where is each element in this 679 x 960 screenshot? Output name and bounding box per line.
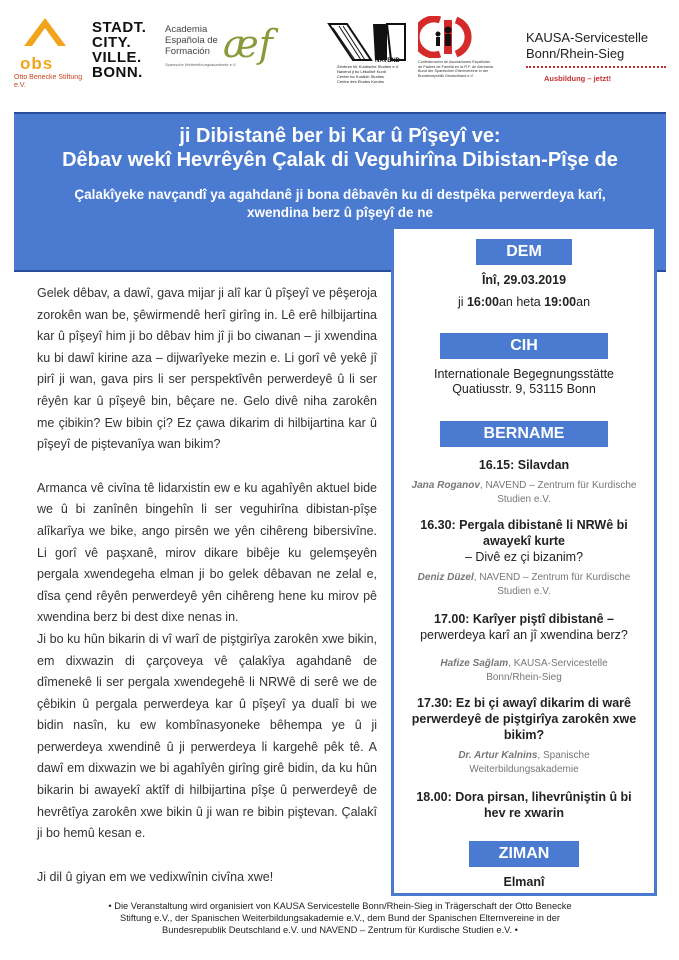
event-language: Elmanî [503,875,545,889]
language-header: ZIMAN [469,841,579,867]
item-subtitle: – Divê ez çi bizanim? [464,550,584,564]
paragraph: Ji bo ku hûn bikarin di vî warî de piştgirîya zarokên xwe bikin, em dixwazin di çarçoveya vê çalakîya agahdanê de dîmenekê li ser pergala xwendegehê li NRWê di serê we de çêbikin û pergala perwerdeya kar û pîşeyî ya dualî bi we bidin nasîn, ku ew kombînasyoneke bêhempa ye û ji perwerdeya xwendinê û ji perwerdeya li kargehê pêk tê. A dawî em dixwazin we bi agahîyên girîng girê bidin, da ku hûn bikarin bi awayekî aktîf di hilbijartina pîşe û perwerdeyê de hevrêtîya zarokên xwe bikin û ji wan re bibin piştevan. Çalakî ji bo hemû kesan e. [37,631,377,841]
item-title: : Pergala dibistanê li NRWê bi [451,518,628,532]
aef-line: Española de [165,35,218,46]
program-item-title [394,611,654,643]
speaker-org: Bonn/Rhein-Sieg [486,672,562,683]
obs-logo-text: obs [20,54,54,73]
page-subtitle [14,186,666,222]
logo-row [0,0,679,108]
time-start: 16:00 [466,295,499,309]
kausa-logo [526,30,676,83]
ced-sub-line: Confederación de Asociaciones Españolas [418,60,490,64]
closing-invitation: Ji dil û giyan em we vedixwînin civîna xwe! [37,869,274,884]
kausa-region: Bonn/Rhein-Sieg [526,46,625,61]
paragraph: Armanca vê civîna tê lidarxistin ew e ku agahîyên aktuel bide we û bi zanînên bingehîn li ser veguhirîna dibistan-pîşe alîkarîya we bike, ango pirsên we yên cihêreng bibersivîne. Li gorî vê paşxanê, mirov dikare bibêje ku gelemşeyên pergala xwendegeha elman ji bo gelek dêbavan ne zelal e, dîsa çend rêyên perwerdeyê yên cihêreng hene ku mirov pê xwendina berz bi dest dixe nenas in. [37,480,377,625]
footer-line: Bundesrepublik Deutschland e.V. und NAVEND – Zentrum für Kurdische Studien e.V. • [162,925,518,935]
program-item-speaker [394,749,654,777]
program-item-title [394,789,654,821]
navend-mark-icon [325,18,411,66]
navend-sub-line: Center for Kurdish Studies [337,74,384,79]
page-title [14,124,666,172]
speaker-org: , KAUSA-Servicestelle [508,658,608,669]
program-item-title [394,517,654,565]
place-header: CIH [440,333,608,359]
item-time: 17.00 [434,612,466,626]
body-text [37,283,377,888]
subtitle-line-2: xwendina berz û pîşeyî de ne [246,205,434,220]
navend-sub-line: Zentrum für Kurdische Studien e.V. [337,64,400,69]
time-middle: an heta [498,295,545,309]
venue-name: Internationale Begegnungsstätte [434,367,614,381]
aef-subtitle: Spanische Weiterbildungsakademie e.V. [165,62,237,67]
program-header: BERNAME [440,421,608,447]
obs-logo [14,16,83,89]
program-item-speaker [394,657,654,685]
stadt-line: STADT. [92,19,147,36]
item-time: 16.30 [420,518,452,532]
speaker-org: , NAVEND – Zentrum für Kurdische [473,572,631,583]
item-title: : Karîyer piştî dibistanê – [465,612,614,626]
title-line-2: Dêbav wekî Hevrêyên Çalak di Veguhirîna Dibistan-Pîşe de [62,149,618,171]
aef-line: Academia [165,24,208,35]
ced-mark-icon [418,16,478,58]
speaker-org: Studien e.V. [497,586,551,597]
aef-mark: æf [223,22,273,66]
kausa-name: KAUSA-Servicestelle [526,30,649,45]
subtitle-line-1: Çalakîyeke navçandî ya agahdanê ji bona dêbavên ku di destpêka perwerdeya karî, [74,187,606,202]
ville-line: VILLE. [92,49,142,66]
obs-logo-subtitle: Otto Benecke Stiftung e.V. [14,74,83,89]
ced-subtitle [418,60,518,78]
venue-address: Quatiusstr. 9, 53115 Bonn [452,382,596,396]
navend-subtitle [337,64,417,84]
ced-sub-line: Bundesrepublik Deutschland e.V. [418,73,474,78]
paragraph: Gelek dêbav, a dawî, gava mijar ji alî kar û pîşeyî ve pêşeroja zorokên wan be, şêwirmendê herî girîng in. Lê erê hilbijartina kar û pîşeyî him ji bo dêbav him jî ji bo ciwanan – ji xwendina ku bi dawî kirine aza – dijwarîyeke mezin e. Li gorî vê yekê jî pirî ji wan, gava pirs li ser perspektîvên perwerdeyê û li ser rêyên kar û pîşeyê bin, bêçare ne. Gelo divê niha zarokên me çibikin? Ew bibin çi? Ez çawa dikarim di hilbijartina kar û pîşeyî de piştevanîya wan bikim? [37,286,377,452]
kausa-dotted-line [526,66,666,68]
footer-line: Stiftung e.V., der Spanischen Weiterbildungsakademie e.V., dem Bund der Spanischen Elternvereine in der [120,913,560,923]
speaker-name: Deniz Düzel [417,572,474,583]
kausa-tagline: Ausbildung – jetzt! [544,74,612,83]
aef-logo [165,22,305,70]
item-title: 17.30: Ez bi çi awayî dikarim di warê [417,696,631,710]
speaker-org: Weiterbildungsakademie [469,764,579,775]
program-item-speaker [394,479,654,507]
item-title: hev re xwarin [484,806,564,820]
program-item-title [394,695,654,743]
navend-label: NAVEND [375,58,400,64]
time-suffix: an [576,295,591,309]
aef-line: Formación [165,46,210,57]
item-title: perwerdeyê de piştgirîya zarokên xwe [411,712,637,726]
item-title: bikim? [503,728,545,742]
ced-sub-line: de Padres de Familia en la R.F. de Alemania [418,64,493,69]
speaker-org: , NAVEND – Zentrum für Kurdische [479,480,637,491]
bonn-line: BONN. [92,64,143,81]
footer-line: • Die Veranstaltung wird organisiert von KAUSA Servicestelle Bonn/Rhein-Sieg in Trägerschaft der Otto Benecke [108,901,572,911]
time-end: 19:00 [544,295,577,309]
organizers-footer [60,900,620,936]
navend-sub-line: Navend ji bo Lêkolînê Kurdî [337,69,387,74]
speaker-name: Hafize Sağlam [440,658,509,669]
speaker-org: Studien e.V. [497,494,551,505]
ced-logo [418,16,518,94]
time-header: DEM [476,239,572,265]
item-title: perwerdeya karî an jî xwendina berz? [420,628,628,642]
program-item-speaker [394,571,654,599]
navend-sub-line: Centre des Etudes Kurdes [337,79,384,84]
speaker-name: Dr. Artur Kalnins [458,750,538,761]
speaker-org: , Spanische [537,750,590,761]
aef-logo-name [165,24,218,57]
stadt-bonn-logo [92,20,162,80]
navend-logo [325,18,411,96]
item-title: awayekî kurte [483,534,565,548]
program-panel [391,226,657,896]
event-time [394,295,654,310]
title-line-1: ji Dibistanê ber bi Kar û Pîşeyî ve: [179,125,501,147]
time-prefix: ji [457,295,467,309]
ced-sub-line: Bund der Spanischen Elternvereine in der [418,69,489,74]
item-title: 18.00: Dora pirsan, lihevrûniştin û bi [416,790,632,804]
event-date: Înî, 29.03.2019 [481,273,567,287]
speaker-name: Jana Roganov [411,480,480,491]
city-line: CITY. [92,34,132,51]
program-item-time: 16.15: Silavdan [478,458,570,472]
